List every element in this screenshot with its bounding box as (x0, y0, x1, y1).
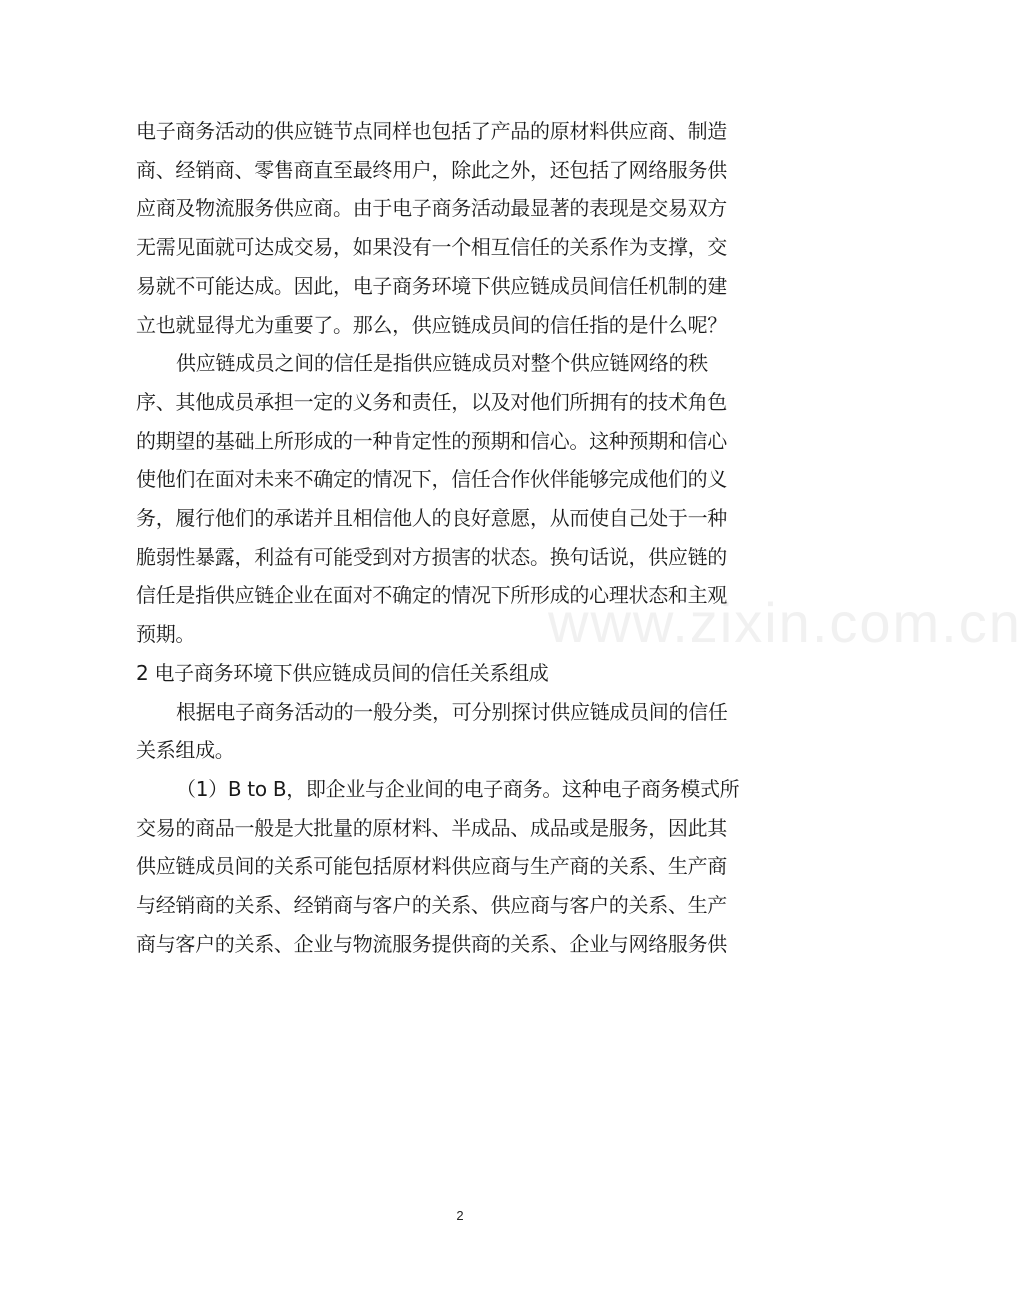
body-text (136, 112, 740, 963)
section-heading: 2 电子商务环境下供应链成员间的信任关系组成 (136, 660, 549, 685)
text-line: 序、其他成员承担一定的义务和责任，以及对他们所拥有的技术角色 (136, 389, 727, 414)
text-line: 信任是指供应链企业在面对不确定的情况下所形成的心理状态和主观 (136, 583, 727, 608)
text-line: 预期。 (136, 622, 196, 647)
paragraph-4 (136, 770, 740, 964)
text-line: 立也就显得尤为重要了。那么，供应链成员间的信任指的是什么呢？ (136, 312, 727, 337)
text-line: 商、经销商、零售商直至最终用户，除此之外，还包括了网络服务供 (136, 157, 727, 182)
page-number: 2 (456, 1208, 464, 1223)
text-line: 供应链成员间的关系可能包括原材料供应商与生产商的关系、生产商 (136, 854, 727, 879)
text-line: 商与客户的关系、企业与物流服务提供商的关系、企业与网络服务供 (136, 931, 727, 956)
text-line: （1）B to B，即企业与企业间的电子商务。这种电子商务模式所 (176, 776, 740, 801)
text-line: 关系组成。 (136, 738, 235, 763)
text-line: 电子商务活动的供应链节点同样也包括了产品的原材料供应商、制造 (136, 119, 727, 143)
text-line: 与经销商的关系、经销商与客户的关系、供应商与客户的关系、生产 (136, 893, 727, 918)
text-line: 无需见面就可达成交易，如果没有一个相互信任的关系作为支撑，交 (136, 235, 727, 260)
text-line: 应商及物流服务供应商。由于电子商务活动最显著的表现是交易双方 (136, 196, 727, 221)
text-line: 供应链成员之间的信任是指供应链成员对整个供应链网络的秩 (176, 351, 708, 376)
text-line: 务，履行他们的承诺并且相信他人的良好意愿，从而使自己处于一种 (136, 506, 727, 531)
text-line: 脆弱性暴露，利益有可能受到对方损害的状态。换句话说，供应链的 (136, 544, 727, 569)
text-line: 交易的商品一般是大批量的原材料、半成品、成品或是服务，因此其 (136, 815, 727, 840)
text-line: 使他们在面对未来不确定的情况下，信任合作伙伴能够完成他们的义 (136, 467, 727, 492)
paragraph-3 (136, 693, 728, 770)
text-line: 根据电子商务活动的一般分类，可分别探讨供应链成员间的信任 (176, 699, 728, 724)
text-line: 的期望的基础上所形成的一种肯定性的预期和信心。这种预期和信心 (136, 428, 727, 453)
paragraph-1 (136, 112, 727, 344)
text-line: 易就不可能达成。因此，电子商务环境下供应链成员间信任机制的建 (136, 273, 727, 298)
watermark: www.zixin.com.cn (548, 591, 1022, 654)
paragraph-2 (136, 344, 727, 654)
